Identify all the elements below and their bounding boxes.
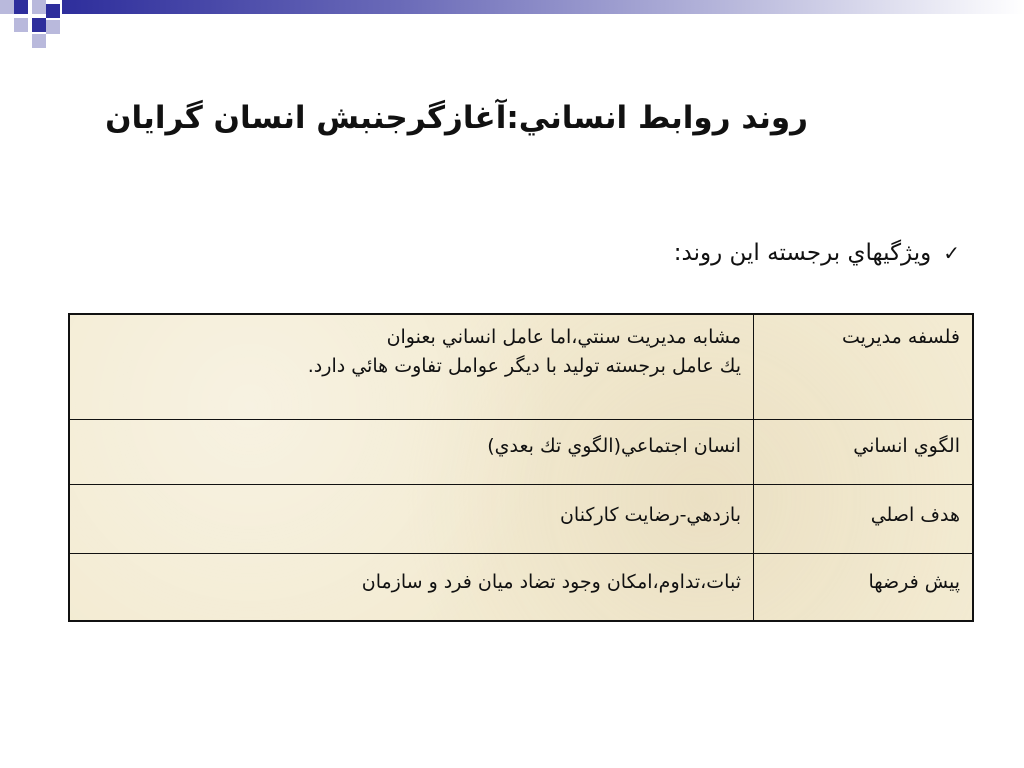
row-value-line: بازدهي-رضايت كاركنان	[559, 504, 741, 526]
row-label: پيش فرضها	[754, 554, 974, 622]
bullet-item	[460, 240, 960, 266]
decor-square	[14, 0, 28, 14]
table-row	[69, 314, 973, 420]
row-label: الگوي انساني	[754, 420, 974, 485]
bullet-text: ويژگيهاي برجسته اين روند:	[673, 240, 932, 266]
decor-square	[14, 18, 28, 32]
decor-square	[32, 34, 46, 48]
decor-square	[46, 4, 60, 18]
row-value-line: انسان اجتماعي(الگوي تك بعدي)	[487, 435, 741, 457]
row-label: هدف اصلي	[754, 485, 974, 554]
row-label: فلسفه مديريت	[754, 314, 974, 420]
row-value	[69, 554, 754, 622]
decor-square	[32, 18, 46, 32]
row-value-line: ثبات،تداوم،امكان وجود تضاد ميان فرد و سازمان	[361, 571, 741, 593]
features-table	[68, 313, 974, 622]
row-value	[69, 314, 754, 420]
table-row	[69, 485, 973, 554]
row-value	[69, 420, 754, 485]
decor-square	[46, 20, 60, 34]
header-gradient-band	[62, 0, 1024, 14]
row-value-line: مشابه مديريت سنتي،اما عامل انساني بعنوان	[386, 326, 741, 348]
decor-square	[0, 0, 14, 14]
row-value	[69, 485, 754, 554]
table-row	[69, 420, 973, 485]
checkmark-icon: ✓	[943, 241, 960, 265]
decor-square	[32, 0, 46, 14]
slide-title: روند روابط انساني:آغازگرجنبش انسان گرايان	[105, 100, 808, 136]
row-value-line: يك عامل برجسته توليد با ديگر عوامل تفاوت هائي دارد.	[307, 355, 741, 378]
table-row	[69, 554, 973, 622]
